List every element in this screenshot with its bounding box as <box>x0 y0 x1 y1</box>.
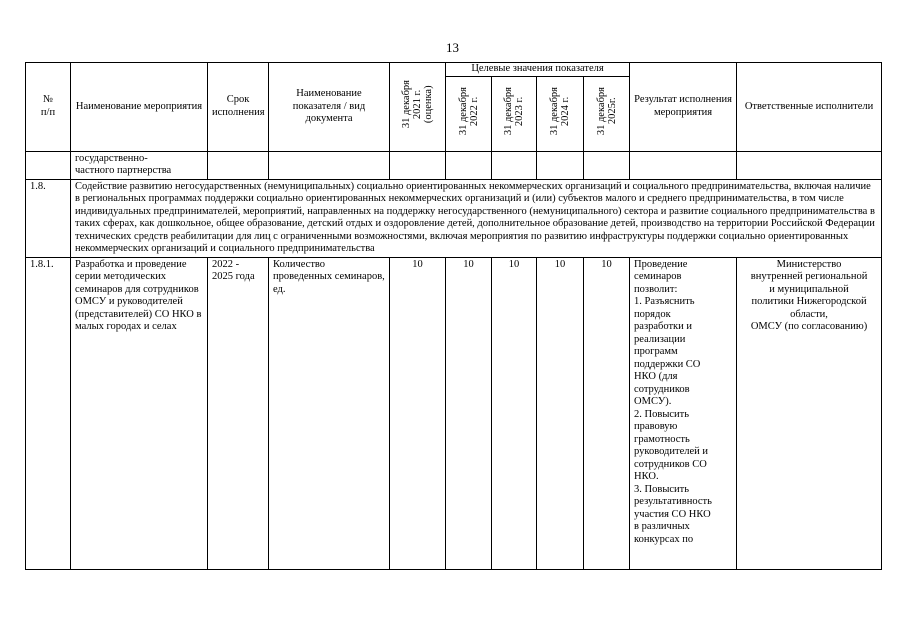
item-deadline: 2022 - 2025 года <box>208 257 269 569</box>
header-result: Результат исполнения мероприятия <box>630 63 737 152</box>
header-2024 <box>537 76 584 151</box>
header-2025-label: 31 декабря 2025г. <box>595 87 618 136</box>
item-indicator-name: Количество проведенных семинаров, ед. <box>269 257 390 569</box>
header-2023-label: 31 декабря 2023 г. <box>503 87 525 136</box>
continued-deadline <box>208 151 269 179</box>
header-2022 <box>446 76 492 151</box>
page-number: 13 <box>446 40 459 55</box>
continued-result <box>630 151 737 179</box>
header-2021 <box>390 63 446 152</box>
item-value-2023: 10 <box>492 257 537 569</box>
header-2024-label: 31 декабря 2024 г. <box>549 87 571 136</box>
continued-2022 <box>446 151 492 179</box>
continued-num <box>26 151 71 179</box>
header-2022-label: 31 декабря 2022 г. <box>457 87 480 136</box>
section-row <box>26 179 882 257</box>
continued-2021 <box>390 151 446 179</box>
section-text: Содействие развитию негосударственных (немуниципальных) социально ориентированных некоммерческих организаций и социального предпринимательства, включая наличие в региональных программах поддержки социально ориентированных некоммерческих организаций и (или) субъектов малого и среднего предпринимательства, в том числе индивидуальных предпринимателей, мероприятий, направленных на поддержку негосударственного (немуниципального) сектора и развитие социального предпринимательства в таких сферах, как дошкольное, общее образование, детский отдых и оздоровление детей, дополнительное образование детей, производство на территории Российской Федерации технических средств реабилитации для лиц с ограниченными возможностями, включая мероприятия по развитию инфраструктуры поддержки социально ориентированных некоммерческих организаций и социального предпринимательства <box>71 179 882 257</box>
item-row <box>26 257 882 569</box>
continued-2024 <box>537 151 584 179</box>
header-responsible: Ответственные исполнители <box>737 63 882 152</box>
item-value-2025: 10 <box>584 257 630 569</box>
header-deadline: Срок исполнения <box>208 63 269 152</box>
item-responsible: Министерство внутренней региональной и муниципальной политики Нижегородской области, ОМСУ (по согласованию) <box>737 257 882 569</box>
header-event-name: Наименование мероприятия <box>71 63 208 152</box>
header-num: № п/п <box>26 63 71 152</box>
header-2021-label: 31 декабря 2021 г. (оценка) <box>401 80 434 129</box>
continued-event-name: государственно- частного партнерства <box>71 151 208 179</box>
continued-responsible <box>737 151 882 179</box>
item-value-2024: 10 <box>537 257 584 569</box>
continued-2023 <box>492 151 537 179</box>
section-num: 1.8. <box>26 179 71 257</box>
item-value-2022: 10 <box>446 257 492 569</box>
continued-2025 <box>584 151 630 179</box>
header-2025 <box>584 76 630 151</box>
header-indicator-name: Наименование показателя / вид документа <box>269 63 390 152</box>
continued-indicator <box>269 151 390 179</box>
item-event-name: Разработка и проведение серии методических семинаров для сотрудников ОМСУ и руководителей (представителей) СО НКО в малых городах и селах <box>71 257 208 569</box>
item-result: Проведение семинаров позволит: 1. Разъяснить порядок разработки и реализации программ поддержки СО НКО (для сотрудников ОМСУ). 2. Повысить правовую грамотность руководителей и сотрудников СО НКО. 3. Повысить результативность участия СО НКО в различных конкурсах по <box>630 257 737 569</box>
item-value-2021: 10 <box>390 257 446 569</box>
header-target-values: Целевые значения показателя <box>446 63 630 77</box>
measures-table <box>25 62 882 570</box>
header-2023 <box>492 76 537 151</box>
item-num: 1.8.1. <box>26 257 71 569</box>
continued-row <box>26 151 882 179</box>
